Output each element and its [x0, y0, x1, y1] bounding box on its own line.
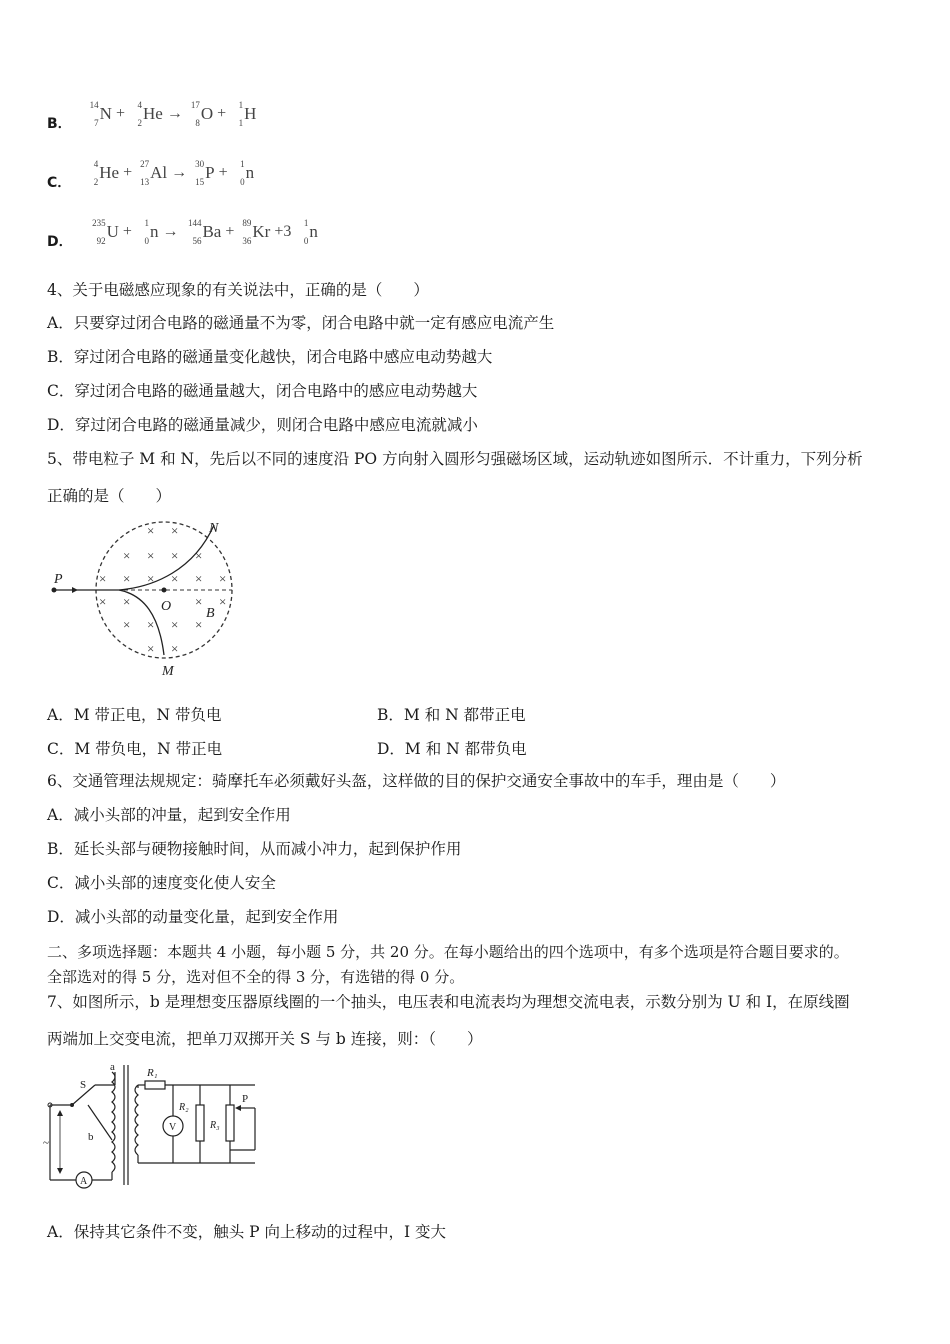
q5-stem-line2: 正确的是（ ）	[47, 487, 172, 505]
atomic-number: 7	[94, 118, 99, 128]
svg-text:×: ×	[147, 523, 155, 538]
fig-label-voltmeter: V	[169, 1122, 177, 1133]
mass-number: 4	[93, 159, 99, 169]
mass-number: 1	[144, 218, 149, 228]
svg-text:×: ×	[123, 548, 131, 563]
atomic-number: 92	[96, 236, 106, 246]
svg-text:×: ×	[123, 617, 131, 632]
fig-label-ammeter: A	[80, 1176, 88, 1187]
nuclide	[187, 100, 213, 128]
primary-coil	[112, 1072, 115, 1172]
fig-label-r3: R₃	[210, 1120, 220, 1131]
svg-text:×: ×	[171, 617, 179, 632]
element-symbol: Al	[150, 163, 168, 182]
q6-option-d: D．减小头部的动量变化量，起到安全作用	[47, 908, 339, 926]
atomic-number: 0	[240, 177, 245, 187]
option-label: B．	[47, 115, 72, 132]
equation-operator: →	[166, 105, 183, 122]
element-symbol: He	[99, 163, 120, 182]
equation-operator: →	[171, 164, 188, 181]
mass-number: 1	[240, 159, 245, 169]
nuclide	[191, 159, 214, 187]
mass-number: 4	[137, 100, 142, 110]
element-symbol: P	[205, 163, 215, 182]
element-symbol: O	[200, 104, 214, 123]
mass-number: 144	[187, 218, 202, 228]
equation-operator: +	[218, 164, 228, 181]
atomic-number: 8	[195, 118, 200, 128]
nuclide	[87, 218, 119, 246]
svg-text:×: ×	[147, 617, 155, 632]
equation-operator: +	[122, 223, 132, 240]
section2-line2: 全部选对的得 5 分，选对但不全的得 3 分，有选错的得 0 分。	[47, 968, 465, 986]
q4-option-c: C．穿过闭合电路的磁通量越大，闭合电路中的感应电动势越大	[47, 382, 478, 400]
atomic-number: 56	[192, 236, 202, 246]
resistor-r1	[145, 1081, 165, 1089]
svg-text:×: ×	[195, 594, 203, 609]
element-symbol: Ba	[202, 222, 222, 241]
element-symbol: n	[245, 163, 255, 182]
element-symbol: Kr	[252, 222, 271, 241]
nuclide	[136, 159, 167, 187]
mass-number: 17	[190, 100, 200, 110]
fig-label-a: a	[110, 1061, 115, 1073]
nuclide	[85, 159, 119, 187]
fig-label-p: P	[242, 1093, 249, 1105]
svg-text:×: ×	[147, 641, 155, 656]
svg-text:×: ×	[171, 523, 179, 538]
mass-number: 27	[140, 159, 150, 169]
atomic-number: 2	[93, 177, 99, 187]
mass-number: 235	[92, 218, 106, 228]
q3-option-c	[47, 159, 255, 191]
atomic-number: 1	[238, 118, 244, 128]
svg-text:×: ×	[219, 594, 227, 609]
q5-option-b: B．M 和 N 都带正电	[377, 706, 526, 724]
mass-number: 30	[195, 159, 205, 169]
point-p	[52, 588, 57, 593]
nuclide	[238, 218, 270, 246]
mass-number: 1	[238, 100, 244, 110]
nuclide	[230, 100, 256, 128]
equation-operator: →	[162, 223, 179, 240]
q6-stem: 6、交通管理法规规定：骑摩托车必须戴好头盔，这样做的目的保护交通安全事故中的车手，理由是（ ）	[47, 772, 786, 790]
svg-text:×: ×	[219, 571, 227, 586]
nuclide	[232, 159, 255, 187]
equation-operator: +	[115, 105, 125, 122]
slider-contact-icon	[235, 1105, 241, 1111]
atomic-number: 36	[242, 236, 252, 246]
svg-text:×: ×	[147, 548, 155, 563]
atomic-number: 13	[140, 177, 150, 187]
fig-label-s: S	[80, 1079, 87, 1091]
fig-label-b: b	[88, 1131, 94, 1143]
element-symbol: U	[106, 222, 119, 241]
q4-stem: 4、关于电磁感应现象的有关说法中，正确的是（ ）	[47, 281, 429, 299]
label-b: B	[206, 606, 215, 621]
label-m: M	[162, 664, 174, 679]
q7-stem-line1: 7、如图所示，b 是理想变压器原线圈的一个抽头，电压表和电流表均为理想交流电表，示数分别为 U 和 I，在原线圈	[47, 993, 850, 1011]
mass-number: 1	[303, 218, 309, 228]
q7-option-a: A．保持其它条件不变，触头 P 向上移动的过程中，I 变大	[47, 1223, 447, 1241]
element-symbol: He	[142, 104, 163, 123]
element-symbol: n	[309, 222, 318, 241]
svg-text:×: ×	[171, 548, 179, 563]
q6-option-c: C．减小头部的速度变化使人安全	[47, 874, 276, 892]
atomic-number: 15	[195, 177, 205, 187]
svg-text:×: ×	[123, 571, 131, 586]
svg-text:×: ×	[147, 571, 155, 586]
q5-option-a: A．M 带正电，N 带负电	[47, 706, 222, 724]
element-symbol: N	[99, 104, 112, 123]
q6-option-b: B．延长头部与硬物接触时间，从而减小冲力，起到保护作用	[47, 840, 462, 858]
nuclide	[295, 218, 318, 246]
option-label: D．	[47, 233, 73, 250]
equation-operator: +	[123, 164, 133, 181]
fig-label-r2: R₂	[179, 1102, 189, 1113]
q5-magnetic-field-figure	[44, 515, 244, 685]
svg-text:×: ×	[99, 571, 107, 586]
q3-option-d	[47, 218, 318, 250]
rheostat-r3	[226, 1105, 234, 1141]
nuclide	[136, 218, 159, 246]
mass-number: 14	[89, 100, 99, 110]
q5-option-d: D．M 和 N 都带负电	[377, 740, 527, 758]
label-n: N	[209, 521, 219, 536]
atomic-number: 2	[137, 118, 142, 128]
q4-option-a: A．只要穿过闭合电路的磁通量不为零，闭合电路中就一定有感应电流产生	[47, 314, 555, 332]
q3-option-b	[47, 100, 257, 132]
nuclide	[86, 100, 112, 128]
mass-number: 89	[242, 218, 252, 228]
svg-text:×: ×	[195, 571, 203, 586]
element-symbol: H	[244, 104, 257, 123]
q5-stem-line1: 5、带电粒子 M 和 N，先后以不同的速度沿 PO 方向射入圆形匀强磁场区域，运动轨迹如图所示．不计重力，下列分析	[47, 450, 863, 468]
q4-option-d: D．穿过闭合电路的磁通量减少，则闭合电路中感应电流就减小	[47, 416, 478, 434]
arrow-icon	[72, 587, 78, 593]
fig-label-ac: ~	[43, 1137, 49, 1149]
svg-text:×: ×	[195, 548, 203, 563]
secondary-coil	[135, 1085, 138, 1155]
label-p: P	[54, 572, 63, 587]
nuclide	[182, 218, 221, 246]
resistor-r2	[196, 1105, 204, 1141]
svg-text:×: ×	[171, 571, 179, 586]
q7-stem-line2: 两端加上交变电流，把单刀双掷开关 S 与 b 连接，则：（ ）	[47, 1030, 483, 1048]
section2-line1: 二、多项选择题：本题共 4 小题，每小题 5 分，共 20 分。在每小题给出的四个选项中，有多个选项是符合题目要求的。	[47, 943, 849, 961]
equation-operator: +	[217, 105, 227, 122]
atomic-number: 0	[303, 236, 309, 246]
label-o: O	[161, 599, 172, 614]
atomic-number: 0	[144, 236, 149, 246]
svg-text:×: ×	[99, 594, 107, 609]
equation-operator: +3	[274, 223, 292, 240]
q4-option-b: B．穿过闭合电路的磁通量变化越快，闭合电路中感应电动势越大	[47, 348, 493, 366]
fig-label-r1: R₁	[147, 1067, 158, 1079]
point-o	[162, 588, 167, 593]
q6-option-a: A．减小头部的冲量，起到安全作用	[47, 806, 291, 824]
svg-text:×: ×	[123, 594, 131, 609]
nuclide	[129, 100, 163, 128]
option-label: C．	[47, 174, 72, 191]
svg-text:×: ×	[171, 641, 179, 656]
element-symbol: n	[149, 222, 159, 241]
svg-text:×: ×	[195, 617, 203, 632]
q7-transformer-figure	[40, 1060, 280, 1195]
q5-option-c: C．M 带负电，N 带正电	[47, 740, 223, 758]
equation-operator: +	[225, 223, 235, 240]
